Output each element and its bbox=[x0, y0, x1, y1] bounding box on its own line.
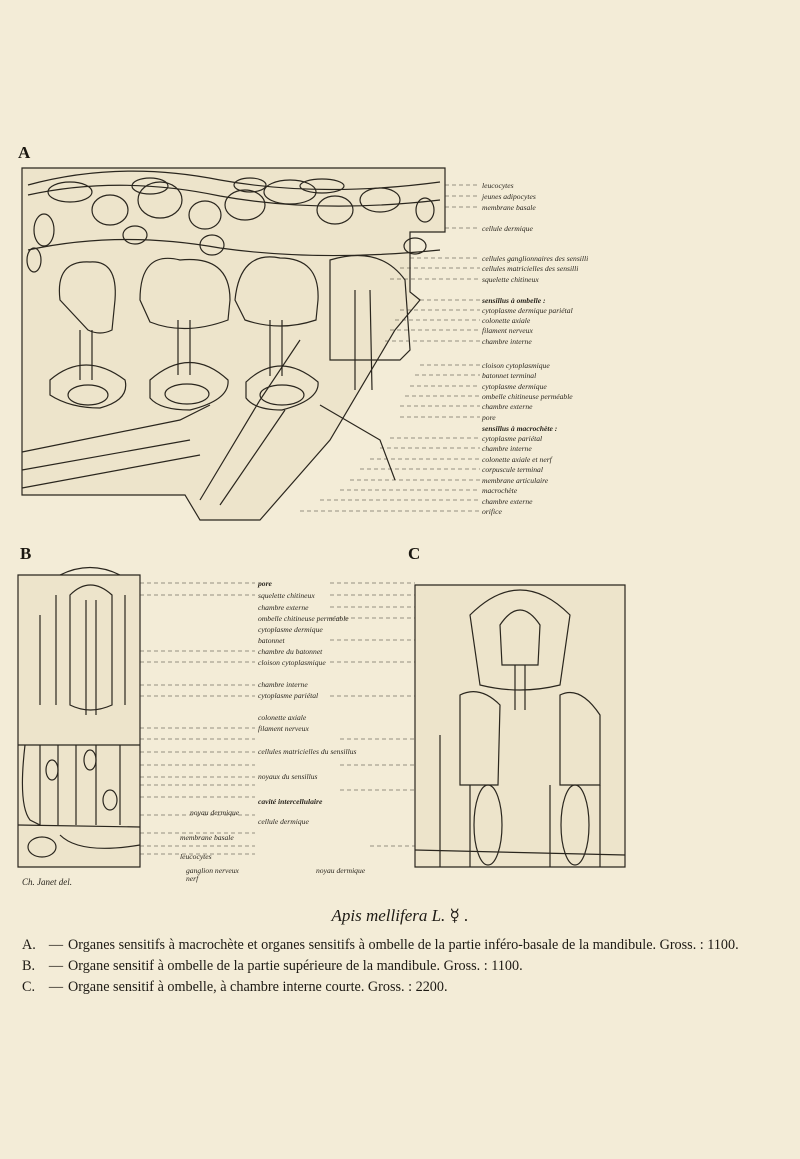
caption-text: Organe sensitif à ombelle de la partie supérieure de la mandibule. Gross. : 1100. bbox=[68, 958, 523, 974]
label-a: colonette axiale et nerf bbox=[482, 455, 552, 464]
figure-bc-drawing bbox=[0, 555, 800, 875]
label-bc: leucocytes bbox=[180, 852, 212, 861]
label-bc: cellule dermique bbox=[258, 817, 309, 826]
label-a: cytoplasme pariétal bbox=[482, 434, 543, 443]
label-bc: cellules matricielles du sensillus bbox=[258, 747, 357, 756]
figure-captions bbox=[22, 935, 782, 998]
label-a: batonnet terminal bbox=[482, 371, 537, 380]
label-a: corpuscule terminal bbox=[482, 465, 543, 474]
label-bc: noyau dermique bbox=[316, 866, 366, 875]
label-bc: nerf bbox=[186, 874, 199, 883]
figure-letter-c: C bbox=[408, 544, 421, 563]
label-a: squelette chitineux bbox=[482, 275, 539, 284]
caption-key: B. bbox=[22, 958, 36, 974]
label-bc: membrane basale bbox=[180, 833, 234, 842]
caption-dash: — bbox=[48, 937, 64, 953]
label-a: cloison cytoplasmique bbox=[482, 361, 550, 370]
label-a: ombelle chitineuse perméable bbox=[482, 392, 573, 401]
caption-dash: — bbox=[48, 979, 64, 995]
label-a: sensillus à macrochète : bbox=[482, 424, 558, 433]
label-a: colonette axiale bbox=[482, 316, 531, 325]
caption-key: A. bbox=[22, 937, 36, 953]
label-bc: noyau dermique bbox=[190, 808, 240, 817]
label-a: cytoplasme dermique pariétal bbox=[482, 306, 573, 315]
label-a: cellule dermique bbox=[482, 224, 533, 233]
label-bc: filament nerveux bbox=[258, 724, 309, 733]
caption-text: Organes sensitifs à macrochète et organes sensitifs à ombelle de la partie inféro-basale de la mandibule. Gross. : 1100. bbox=[68, 937, 739, 953]
label-a: orifice bbox=[482, 507, 502, 516]
label-bc: chambre interne bbox=[258, 680, 308, 689]
label-a: membrane basale bbox=[482, 203, 536, 212]
label-a: cellules matricielles des sensilli bbox=[482, 264, 579, 273]
label-bc: pore bbox=[258, 579, 272, 588]
figure-letter-b: B bbox=[20, 544, 32, 563]
species-title: Apis mellifera L. ☿ . bbox=[331, 906, 469, 925]
figure-a-drawing bbox=[0, 0, 800, 560]
label-a: pore bbox=[482, 413, 496, 422]
label-a: sensillus à ombelle : bbox=[482, 296, 546, 305]
label-bc: batonnet bbox=[258, 636, 285, 645]
caption-a bbox=[22, 935, 782, 956]
label-bc: squelette chitineux bbox=[258, 591, 315, 600]
label-a: chambre externe bbox=[482, 402, 533, 411]
label-a: chambre interne bbox=[482, 444, 532, 453]
label-bc: chambre du batonnet bbox=[258, 647, 323, 656]
label-bc: cytoplasme pariétal bbox=[258, 691, 319, 700]
label-a: chambre externe bbox=[482, 497, 533, 506]
caption-key: C. bbox=[22, 979, 36, 995]
figure-letter-a: A bbox=[18, 143, 31, 162]
label-a: macrochète bbox=[482, 486, 518, 495]
label-a: membrane articulaire bbox=[482, 476, 549, 485]
caption-c bbox=[22, 977, 782, 998]
label-bc: cytoplasme dermique bbox=[258, 625, 323, 634]
caption-b bbox=[22, 956, 782, 977]
label-bc: chambre externe bbox=[258, 603, 309, 612]
label-a: chambre interne bbox=[482, 337, 532, 346]
label-bc: cavité intercellulaire bbox=[258, 797, 323, 806]
label-a: jeunes adipocytes bbox=[482, 192, 536, 201]
label-a: leucocytes bbox=[482, 181, 514, 190]
caption-text: Organe sensitif à ombelle, à chambre interne courte. Gross. : 2200. bbox=[68, 979, 448, 995]
label-bc: cloison cytoplasmique bbox=[258, 658, 326, 667]
label-bc: noyaux du sensillus bbox=[258, 772, 318, 781]
label-bc: ombelle chitineuse perméable bbox=[258, 614, 349, 623]
label-a: filament nerveux bbox=[482, 326, 533, 335]
label-bc: ganglion nerveux bbox=[186, 866, 239, 875]
label-a: cellules ganglionnaires des sensilli bbox=[482, 254, 589, 263]
label-bc: colonette axiale bbox=[258, 713, 307, 722]
author-credit: Ch. Janet del. bbox=[22, 877, 72, 887]
caption-dash: — bbox=[48, 958, 64, 974]
label-a: cytoplasme dermique bbox=[482, 382, 547, 391]
